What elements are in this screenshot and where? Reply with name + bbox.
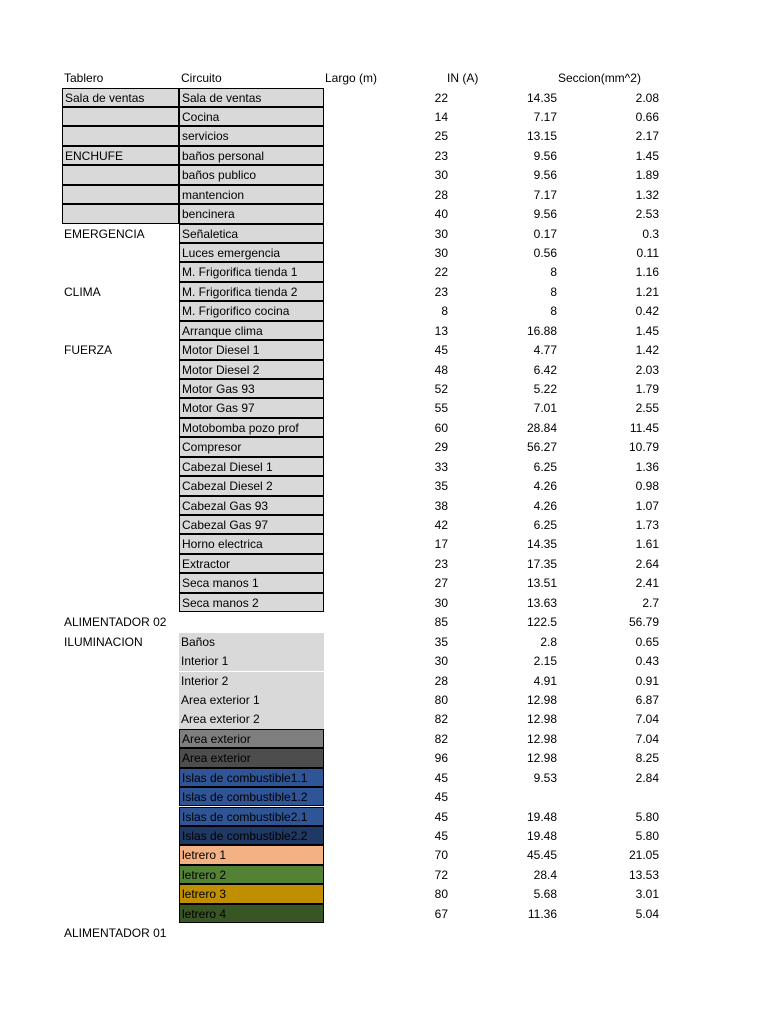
cell-circuito[interactable]: letrero 4 — [179, 904, 324, 923]
cell-in[interactable]: 19.48 — [526, 809, 557, 824]
cell-tablero[interactable] — [62, 574, 179, 593]
cell-circuito[interactable]: Compresor — [179, 437, 324, 456]
cell-in[interactable]: 0.56 — [533, 246, 557, 261]
cell-largo[interactable]: 82 — [434, 712, 448, 727]
table-row — [0, 808, 768, 827]
cell-in[interactable]: 4.26 — [533, 479, 557, 494]
cell-tablero[interactable] — [62, 107, 179, 126]
cell-seccion[interactable]: 1.36 — [635, 459, 659, 474]
cell-tablero[interactable] — [62, 652, 179, 671]
cell-circuito[interactable]: baños personal — [179, 146, 324, 165]
cell-tablero[interactable]: ALIMENTADOR 02 — [64, 615, 167, 630]
cell-seccion[interactable]: 2.41 — [635, 576, 659, 591]
cell-seccion[interactable]: 1.07 — [635, 498, 659, 513]
cell-seccion[interactable]: 1.21 — [635, 284, 659, 299]
cell-seccion[interactable]: 2.64 — [635, 556, 659, 571]
cell-in[interactable] — [470, 788, 557, 807]
table-row — [0, 866, 768, 885]
cell-seccion[interactable]: 0.3 — [642, 226, 659, 241]
cell-tablero[interactable] — [62, 594, 179, 613]
cell-circuito[interactable]: mantencion — [179, 185, 324, 204]
cell-tablero[interactable]: ENCHUFE — [62, 146, 179, 165]
cell-in[interactable]: 122.5 — [526, 615, 557, 630]
cell-largo[interactable]: 85 — [434, 615, 448, 630]
cell-circuito[interactable]: Motor Diesel 1 — [179, 340, 324, 359]
cell-tablero[interactable] — [62, 905, 179, 924]
cell-circuito[interactable]: Seca manos 2 — [179, 593, 324, 612]
cell-circuito[interactable]: servicios — [179, 126, 324, 145]
cell-in[interactable]: 28.84 — [526, 420, 557, 435]
cell-largo[interactable]: 80 — [434, 887, 448, 902]
cell-tablero[interactable] — [62, 535, 179, 554]
cell-largo[interactable]: 28 — [434, 673, 448, 688]
cell-circuito[interactable]: Interior 2 — [179, 672, 324, 691]
cell-tablero[interactable] — [62, 710, 179, 729]
table-row — [0, 127, 768, 146]
cell-circuito[interactable]: Interior 1 — [179, 652, 324, 671]
cell-circuito[interactable]: Motobomba pozo prof — [179, 418, 324, 437]
table-row — [0, 827, 768, 846]
header-in[interactable]: IN (A) — [447, 71, 479, 85]
table-row — [0, 341, 768, 360]
cell-tablero[interactable] — [62, 244, 179, 263]
cell-seccion[interactable]: 11.45 — [629, 420, 659, 435]
cell-seccion[interactable]: 0.66 — [635, 110, 659, 125]
cell-largo[interactable]: 42 — [434, 518, 448, 533]
cell-tablero[interactable] — [62, 380, 179, 399]
cell-largo[interactable]: 67 — [434, 906, 448, 921]
cell-seccion[interactable]: 1.61 — [635, 537, 659, 552]
cell-in[interactable]: 4.26 — [533, 498, 557, 513]
table-row — [0, 225, 768, 244]
cell-tablero[interactable] — [62, 361, 179, 380]
cell-tablero[interactable] — [62, 885, 179, 904]
table-row — [0, 691, 768, 710]
header-circuito[interactable]: Circuito — [181, 71, 222, 85]
cell-seccion[interactable]: 56.79 — [628, 615, 659, 630]
cell-tablero[interactable] — [62, 263, 179, 282]
table-row — [0, 594, 768, 613]
cell-in[interactable] — [470, 924, 557, 943]
cell-largo[interactable]: 30 — [434, 246, 448, 261]
cell-largo[interactable]: 29 — [434, 440, 448, 455]
cell-in[interactable]: 9.56 — [533, 168, 557, 183]
cell-seccion[interactable] — [560, 924, 659, 943]
cell-largo[interactable]: 22 — [434, 90, 448, 105]
cell-in[interactable]: 12.98 — [526, 712, 557, 727]
table-row — [0, 380, 768, 399]
cell-seccion[interactable]: 7.04 — [635, 712, 659, 727]
cell-in[interactable]: 8 — [550, 304, 557, 319]
cell-largo[interactable]: 30 — [434, 226, 448, 241]
cell-tablero[interactable]: FUERZA — [64, 343, 112, 358]
cell-in[interactable]: 13.15 — [526, 129, 557, 144]
cell-circuito[interactable]: letrero 3 — [179, 884, 324, 903]
cell-seccion[interactable]: 2.7 — [642, 595, 659, 610]
cell-tablero[interactable] — [62, 126, 179, 145]
cell-largo[interactable]: 48 — [434, 362, 448, 377]
cell-tablero[interactable] — [62, 458, 179, 477]
cell-circuito[interactable]: Islas de combustible2.2 — [179, 826, 324, 845]
cell-circuito[interactable]: Cabezal Gas 93 — [179, 496, 324, 515]
cell-tablero[interactable] — [62, 322, 179, 341]
table-row — [0, 361, 768, 380]
cell-in[interactable]: 9.53 — [533, 770, 557, 785]
cell-seccion[interactable]: 1.32 — [635, 187, 659, 202]
cell-in[interactable]: 17.35 — [526, 556, 557, 571]
cell-seccion[interactable]: 10.79 — [628, 440, 659, 455]
cell-seccion[interactable]: 1.45 — [635, 323, 659, 338]
cell-tablero[interactable]: ALIMENTADOR 01 — [64, 926, 167, 941]
cell-seccion[interactable]: 2.84 — [635, 770, 659, 785]
table-row — [0, 613, 768, 632]
cell-seccion[interactable]: 1.45 — [635, 148, 659, 163]
table-row — [0, 322, 768, 341]
cell-in[interactable]: 8 — [550, 265, 557, 280]
cell-seccion[interactable]: 2.17 — [635, 129, 659, 144]
table-row — [0, 477, 768, 496]
header-tablero[interactable]: Tablero — [64, 71, 104, 85]
table-row — [0, 283, 768, 302]
cell-seccion[interactable]: 2.55 — [635, 401, 659, 416]
cell-largo[interactable] — [380, 924, 448, 943]
cell-in[interactable]: 2.15 — [533, 654, 557, 669]
cell-tablero[interactable] — [62, 769, 179, 788]
cell-circuito[interactable]: M. Frigorifica tienda 1 — [179, 262, 324, 281]
cell-circuito[interactable]: Cabezal Diesel 2 — [179, 476, 324, 495]
cell-seccion[interactable]: 13.53 — [628, 867, 659, 882]
cell-tablero[interactable] — [62, 204, 179, 223]
table-row — [0, 749, 768, 768]
cell-tablero[interactable] — [62, 497, 179, 516]
cell-circuito[interactable]: Luces emergencia — [179, 243, 324, 262]
cell-tablero[interactable] — [62, 185, 179, 204]
cell-seccion[interactable]: 21.05 — [628, 848, 659, 863]
table-row — [0, 885, 768, 904]
cell-tablero[interactable] — [62, 866, 179, 885]
cell-in[interactable]: 12.98 — [526, 731, 557, 746]
cell-in[interactable]: 19.48 — [526, 828, 557, 843]
cell-circuito[interactable]: bencinera — [179, 204, 324, 223]
cell-largo[interactable]: 45 — [434, 770, 448, 785]
cell-circuito[interactable]: Señaletica — [179, 224, 324, 243]
cell-in[interactable]: 9.56 — [533, 207, 557, 222]
header-seccion[interactable]: Seccion(mm^2) — [558, 71, 641, 85]
cell-largo[interactable]: 23 — [434, 148, 448, 163]
table-row — [0, 438, 768, 457]
table-row — [0, 419, 768, 438]
cell-circuito[interactable] — [179, 613, 324, 632]
cell-in[interactable]: 12.98 — [526, 751, 557, 766]
table-row — [0, 574, 768, 593]
table-row — [0, 672, 768, 691]
cell-largo[interactable]: 14 — [434, 110, 448, 125]
cell-seccion[interactable]: 2.53 — [635, 207, 659, 222]
cell-in[interactable]: 14.35 — [526, 537, 557, 552]
cell-tablero[interactable] — [62, 438, 179, 457]
cell-in[interactable]: 5.68 — [533, 887, 557, 902]
cell-seccion[interactable]: 1.73 — [635, 518, 659, 533]
cell-circuito[interactable]: Seca manos 1 — [179, 573, 324, 592]
cell-tablero[interactable] — [62, 827, 179, 846]
cell-circuito[interactable]: M. Frigorifico cocina — [179, 301, 324, 320]
cell-largo[interactable]: 13 — [434, 323, 448, 338]
cell-largo[interactable]: 25 — [434, 129, 448, 144]
cell-largo[interactable]: 30 — [434, 168, 448, 183]
cell-largo[interactable]: 35 — [434, 479, 448, 494]
table-row — [0, 905, 768, 924]
cell-tablero[interactable] — [62, 555, 179, 574]
cell-circuito[interactable]: Motor Gas 93 — [179, 379, 324, 398]
cell-seccion[interactable]: 2.08 — [635, 90, 659, 105]
table-row — [0, 205, 768, 224]
table-row — [0, 710, 768, 729]
cell-seccion[interactable]: 3.01 — [635, 887, 659, 902]
cell-circuito[interactable]: Islas de combustible1.2 — [179, 787, 324, 806]
cell-circuito[interactable]: Area exterior — [179, 748, 324, 767]
cell-largo[interactable]: 45 — [434, 809, 448, 824]
cell-tablero[interactable] — [62, 165, 179, 184]
cell-in[interactable]: 4.77 — [533, 343, 557, 358]
cell-tablero[interactable]: CLIMA — [64, 284, 101, 299]
header-row — [0, 69, 768, 88]
cell-in[interactable]: 16.88 — [526, 323, 557, 338]
cell-in[interactable]: 5.22 — [533, 382, 557, 397]
cell-tablero[interactable] — [62, 808, 179, 827]
cell-circuito[interactable]: Extractor — [179, 554, 324, 573]
cell-circuito[interactable]: Islas de combustible2.1 — [179, 807, 324, 826]
cell-tablero[interactable] — [62, 399, 179, 418]
cell-in[interactable]: 6.42 — [533, 362, 557, 377]
cell-largo[interactable]: 27 — [434, 576, 448, 591]
cell-seccion[interactable]: 0.98 — [635, 479, 659, 494]
cell-circuito[interactable]: Motor Diesel 2 — [179, 360, 324, 379]
cell-in[interactable]: 45.45 — [526, 848, 557, 863]
cell-circuito[interactable]: Cabezal Gas 97 — [179, 515, 324, 534]
cell-circuito[interactable]: Cabezal Diesel 1 — [179, 457, 324, 476]
cell-circuito[interactable]: Islas de combustible1.1 — [179, 768, 324, 787]
cell-largo[interactable]: 23 — [434, 284, 448, 299]
cell-largo[interactable]: 38 — [434, 498, 448, 513]
table-row — [0, 263, 768, 282]
cell-largo[interactable]: 30 — [434, 654, 448, 669]
cell-circuito[interactable]: Motor Gas 97 — [179, 398, 324, 417]
cell-tablero[interactable] — [62, 846, 179, 865]
cell-seccion[interactable]: 5.80 — [635, 809, 659, 824]
cell-largo[interactable]: 55 — [434, 401, 448, 416]
cell-seccion[interactable]: 2.03 — [635, 362, 659, 377]
cell-in[interactable]: 8 — [550, 284, 557, 299]
cell-largo[interactable]: 17 — [434, 537, 448, 552]
cell-seccion[interactable]: 0.91 — [635, 673, 659, 688]
cell-in[interactable]: 13.51 — [526, 576, 557, 591]
cell-seccion[interactable] — [560, 788, 659, 807]
cell-tablero[interactable] — [62, 749, 179, 768]
cell-circuito[interactable]: Arranque clima — [179, 321, 324, 340]
table-row — [0, 633, 768, 652]
cell-circuito[interactable]: Area exterior — [179, 729, 324, 748]
table-row — [0, 244, 768, 263]
table-row — [0, 147, 768, 166]
cell-largo[interactable]: 72 — [434, 867, 448, 882]
cell-largo[interactable]: 45 — [434, 343, 448, 358]
table-row — [0, 399, 768, 418]
cell-seccion[interactable]: 1.79 — [635, 382, 659, 397]
table-row — [0, 458, 768, 477]
cell-in[interactable]: 7.17 — [533, 187, 557, 202]
cell-in[interactable]: 6.25 — [533, 518, 557, 533]
cell-tablero[interactable]: Sala de ventas — [62, 88, 179, 107]
table-row — [0, 924, 768, 943]
cell-seccion[interactable]: 0.65 — [635, 634, 659, 649]
cell-seccion[interactable]: 0.11 — [636, 246, 659, 261]
cell-in[interactable]: 7.17 — [533, 110, 557, 125]
table-row — [0, 108, 768, 127]
cell-seccion[interactable]: 1.16 — [635, 265, 659, 280]
cell-largo[interactable]: 40 — [434, 207, 448, 222]
cell-tablero[interactable]: EMERGENCIA — [64, 226, 145, 241]
table-row — [0, 497, 768, 516]
cell-seccion[interactable]: 1.89 — [635, 168, 659, 183]
cell-seccion[interactable]: 8.25 — [635, 751, 659, 766]
cell-seccion[interactable]: 0.43 — [635, 654, 659, 669]
cell-circuito[interactable]: Sala de ventas — [179, 88, 324, 107]
cell-tablero[interactable] — [62, 730, 179, 749]
cell-in[interactable]: 2.8 — [540, 634, 557, 649]
cell-largo[interactable]: 33 — [434, 459, 448, 474]
cell-circuito[interactable]: Cocina — [179, 107, 324, 126]
cell-tablero[interactable] — [62, 419, 179, 438]
cell-largo[interactable]: 8 — [441, 304, 448, 319]
cell-largo[interactable]: 35 — [434, 634, 448, 649]
cell-in[interactable]: 4.91 — [533, 673, 557, 688]
cell-in[interactable]: 13.63 — [526, 595, 557, 610]
cell-largo[interactable]: 70 — [434, 848, 448, 863]
cell-circuito[interactable]: Baños — [179, 633, 324, 652]
cell-largo[interactable]: 45 — [434, 828, 448, 843]
cell-circuito[interactable]: letrero 1 — [179, 845, 324, 864]
cell-in[interactable]: 28.4 — [533, 867, 557, 882]
cell-largo[interactable]: 80 — [434, 692, 448, 707]
table-row — [0, 516, 768, 535]
table-row — [0, 89, 768, 108]
table-row — [0, 555, 768, 574]
cell-circuito[interactable]: baños publico — [179, 165, 324, 184]
cell-circuito[interactable]: Area exterior 1 — [179, 691, 324, 710]
table-row — [0, 302, 768, 321]
cell-tablero[interactable] — [62, 691, 179, 710]
cell-tablero[interactable] — [62, 302, 179, 321]
cell-seccion[interactable]: 1.42 — [635, 343, 659, 358]
cell-tablero[interactable] — [62, 477, 179, 496]
cell-tablero[interactable] — [62, 516, 179, 535]
cell-in[interactable]: 12.98 — [526, 692, 557, 707]
cell-largo[interactable]: 22 — [434, 265, 448, 280]
cell-circuito[interactable]: Horno electrica — [179, 534, 324, 553]
table-row — [0, 769, 768, 788]
cell-largo[interactable]: 96 — [434, 751, 448, 766]
cell-seccion[interactable]: 5.80 — [635, 828, 659, 843]
cell-circuito[interactable]: Area exterior 2 — [179, 710, 324, 729]
cell-circuito[interactable] — [179, 924, 324, 943]
cell-seccion[interactable]: 6.87 — [635, 692, 659, 707]
cell-tablero[interactable] — [62, 672, 179, 691]
cell-seccion[interactable]: 7.04 — [635, 731, 659, 746]
cell-in[interactable]: 7.01 — [533, 401, 557, 416]
cell-in[interactable]: 0.17 — [533, 226, 557, 241]
cell-seccion[interactable]: 5.04 — [635, 906, 659, 921]
table-row — [0, 788, 768, 807]
cell-in[interactable]: 6.25 — [533, 459, 557, 474]
header-largo[interactable]: Largo (m) — [325, 71, 378, 85]
cell-circuito[interactable]: letrero 2 — [179, 865, 324, 884]
cell-largo[interactable]: 30 — [434, 595, 448, 610]
cell-in[interactable]: 11.36 — [527, 906, 557, 921]
table-row — [0, 730, 768, 749]
table-row — [0, 652, 768, 671]
cell-tablero[interactable] — [62, 788, 179, 807]
cell-circuito[interactable]: M. Frigorifica tienda 2 — [179, 282, 324, 301]
cell-in[interactable]: 56.27 — [526, 440, 557, 455]
cell-in[interactable]: 9.56 — [533, 148, 557, 163]
cell-largo[interactable]: 82 — [434, 731, 448, 746]
table-row — [0, 535, 768, 554]
cell-in[interactable]: 14.35 — [526, 90, 557, 105]
cell-seccion[interactable]: 0.42 — [635, 304, 659, 319]
cell-largo[interactable]: 45 — [434, 790, 448, 805]
table-row — [0, 166, 768, 185]
cell-tablero[interactable]: ILUMINACION — [64, 634, 143, 649]
table-row — [0, 186, 768, 205]
cell-largo[interactable]: 52 — [434, 382, 448, 397]
cell-largo[interactable]: 28 — [434, 187, 448, 202]
cell-largo[interactable]: 60 — [434, 420, 448, 435]
cell-largo[interactable]: 23 — [434, 556, 448, 571]
table-row — [0, 846, 768, 865]
